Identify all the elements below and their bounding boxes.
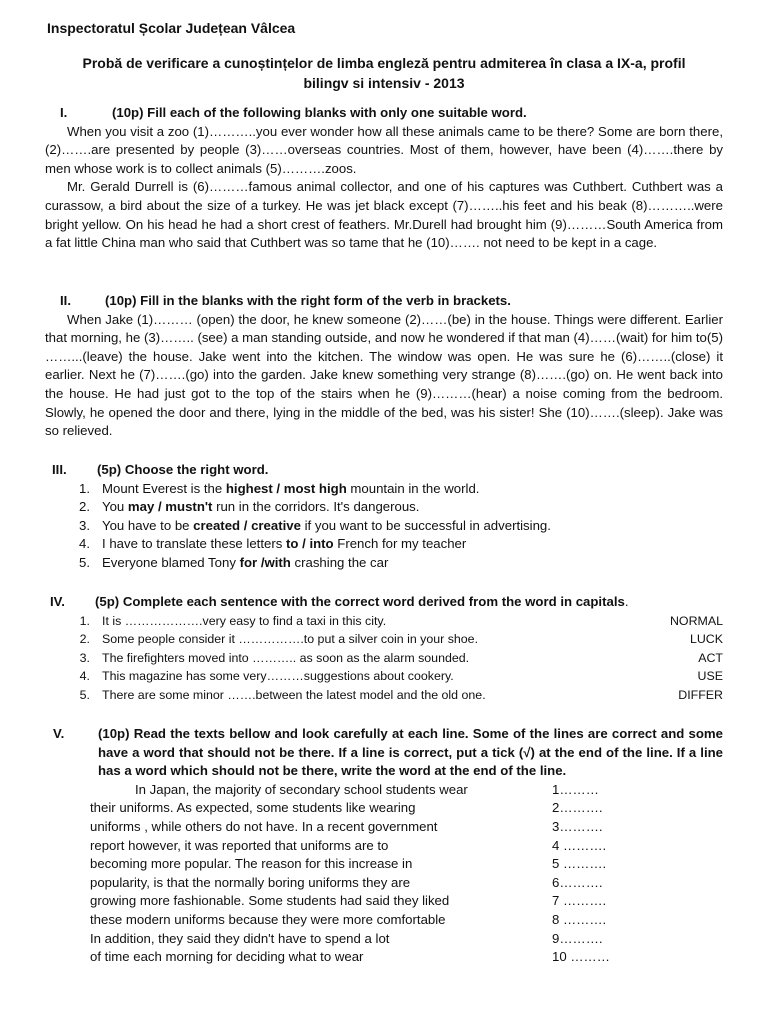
section-4 xyxy=(45,593,723,705)
list-item: 2. Some people consider it …………….to put a silver coin in your shoe. LUCK xyxy=(45,630,723,649)
list-item: 4. I have to translate these letters to / into French for my teacher xyxy=(79,536,467,552)
text-line: In Japan, the majority of secondary school students wear 1……… xyxy=(90,781,723,800)
word-choice: for /with xyxy=(239,554,291,570)
section-4-instruction: (5p) Complete each sentence with the correct word derived from the word in capitals xyxy=(95,594,625,609)
section-3-heading xyxy=(45,461,723,480)
list-item: 3. You have to be created / creative if you want to be successful in advertising. xyxy=(79,517,551,533)
section-2-instruction: (10p) Fill in the blanks with the right form of the verb in brackets. xyxy=(105,293,511,308)
section-1-paragraph-1: When you visit a zoo (1)………..you ever wonder how all these animals came to be there? Some are born there, (2)…….are presented by people (3)……overseas countries. Most of them, however, have been (4)…….there by men whose work is to collect animals (5)……….zoos. xyxy=(45,123,723,176)
exam-title: Probă de verificare a cunoștințelor de limba engleză pentru admiterea în clasa a IX-a, profil bilingv si intensiv - 2013 xyxy=(82,55,686,91)
answer-blank: 4 ………. xyxy=(552,837,607,853)
word-choice: highest / most high xyxy=(225,480,347,496)
answer-blank: 5 ………. xyxy=(552,856,607,872)
section-5-heading xyxy=(45,725,723,781)
answer-blank: 7 ………. xyxy=(552,893,607,909)
list-item: 3. The firefighters moved into ……….. as soon as the alarm sounded. ACT xyxy=(45,649,723,668)
answer-blank: 10 ……… xyxy=(552,949,610,965)
capital-word: LUCK xyxy=(689,632,723,647)
section-4-number: IV. xyxy=(50,594,65,609)
text-line: of time each morning for deciding what to wear 10 ……… xyxy=(90,948,723,967)
section-5 xyxy=(45,725,723,967)
list-item: 1. Mount Everest is the highest / most high mountain in the world. xyxy=(79,480,480,496)
text-line: popularity, is that the normally boring uniforms they are 6………. xyxy=(90,874,723,893)
word-choice: to / into xyxy=(286,536,334,552)
section-4-list xyxy=(45,612,723,705)
section-2-paragraph: When Jake (1)……… (open) the door, he knew someone (2)……(be) in the house. Things were different. Earlier that morning, he (3)…….. (see) a man standing outside, and now he wondered if that man (4)……(wait) for him to(5) ……...(leave) the house. Jake went into the kitchen. The window was open. He was sure he (6)……..(close) it earlier. Next he (7)…….(go) into the garden. Jake knew something very strange (8)…….(go) on. He went back into the house. He had just got to the top of the stairs when he (9)………(hear) a noise coming from the bedroom. Slowly, he opened the door and there, lying in the middle of the bed, was his sister! She (10)…….(sleep). Jake was so relieved. xyxy=(45,311,723,439)
text-line: report however, it was reported that uniforms are to 4 ………. xyxy=(90,837,723,856)
word-choice: may / mustn't xyxy=(127,499,213,515)
list-item: 5. There are some minor …….between the latest model and the old one. DIFFER xyxy=(45,686,723,705)
capital-word: ACT xyxy=(698,650,723,665)
answer-blank: 1……… xyxy=(552,781,599,797)
word-choice: created / creative xyxy=(193,517,301,533)
answer-blank: 6………. xyxy=(552,874,603,890)
capital-word: USE xyxy=(697,669,723,684)
section-2-heading xyxy=(45,292,723,311)
text-line: growing more fashionable. Some students had said they liked 7 ………. xyxy=(90,892,723,911)
section-3-list xyxy=(45,480,723,573)
section-1-heading xyxy=(45,104,723,123)
text-line: In addition, they said they didn't have to spend a lot 9………. xyxy=(90,930,723,949)
list-item: 4. This magazine has some very………suggestions about cookery. USE xyxy=(45,667,723,686)
institution-header: Inspectoratul Școlar Județean Vâlcea xyxy=(47,20,296,36)
section-2-number: II. xyxy=(60,293,71,308)
section-3-instruction: (5p) Choose the right word. xyxy=(97,462,269,477)
capital-word: DIFFER xyxy=(678,687,723,702)
list-item: 5. Everyone blamed Tony for /with crashing the car xyxy=(79,554,389,570)
section-2 xyxy=(45,292,723,441)
section-3 xyxy=(45,461,723,573)
text-line: their uniforms. As expected, some students like wearing 2………. xyxy=(90,799,723,818)
capital-word: NORMAL xyxy=(669,613,723,628)
list-item: 1. It is ……………….very easy to find a taxi in this city. NORMAL xyxy=(45,612,723,631)
section-1-instruction: (10p) Fill each of the following blanks with only one suitable word. xyxy=(112,105,527,120)
text-line: becoming more popular. The reason for this increase in 5 ………. xyxy=(90,855,723,874)
section-3-number: III. xyxy=(52,462,67,477)
section-5-instruction: (10p) Read the texts bellow and look carefully at each line. Some of the lines are correct and some have a word that should not be there. If a line is correct, put a tick (√) at the end of the line. If a line has a word which should not be there, write the word at the end of the line. xyxy=(98,726,723,779)
section-5-text-lines xyxy=(90,781,723,967)
answer-blank: 8 ………. xyxy=(552,911,607,927)
answer-blank: 2………. xyxy=(552,800,603,816)
section-4-heading: IV. (5p) Complete each sentence with the correct word derived from the word in capitals. xyxy=(45,593,723,612)
answer-blank: 3………. xyxy=(552,818,603,834)
section-5-number: V. xyxy=(53,726,65,741)
section-1-number: I. xyxy=(60,105,68,120)
section-1 xyxy=(45,104,723,253)
section-1-paragraph-2: Mr. Gerald Durrell is (6)………famous animal collector, and one of his captures was Cuthbert. Cuthbert was a curassow, a bird about the size of a turkey. He was jet black except (7)……..his feet and his beak (8)………..were bright yellow. On his head he had a short crest of feathers. Mr.Durell had brought him (9)………South America from a fat little China man who said that Cuthbert was so tame that he (10)……. not need to be kept in a cage. xyxy=(45,179,723,251)
text-line: uniforms , while others do not have. In a recent government 3………. xyxy=(90,818,723,837)
text-line: these modern uniforms because they were more comfortable 8 ………. xyxy=(90,911,723,930)
answer-blank: 9………. xyxy=(552,930,603,946)
list-item: 2. You may / mustn't run in the corridors. It's dangerous. xyxy=(79,499,420,515)
